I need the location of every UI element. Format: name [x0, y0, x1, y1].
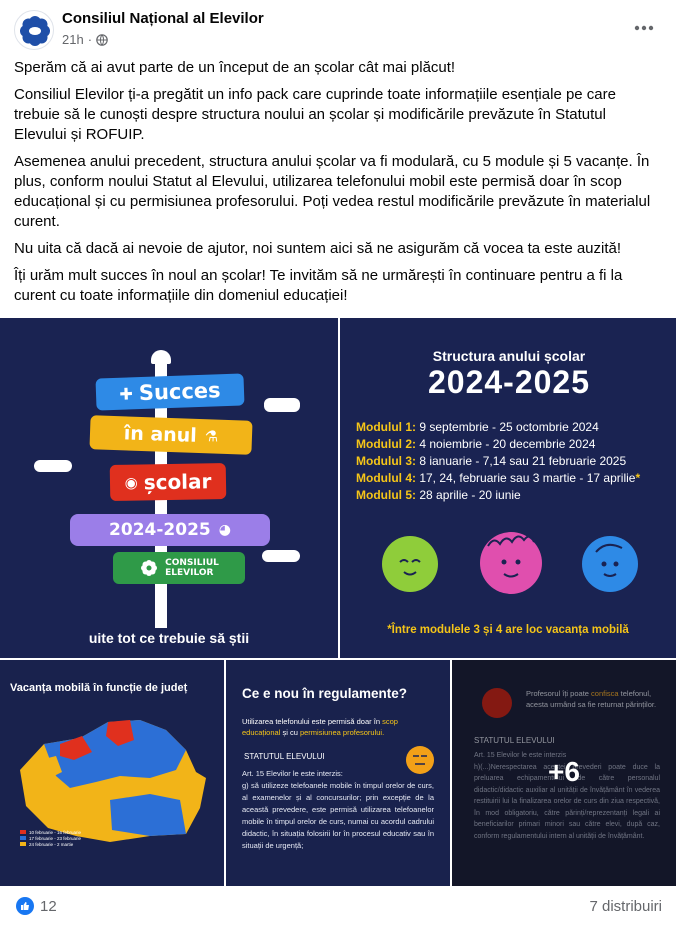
shares-count[interactable]: 7 distribuiri [589, 898, 662, 915]
blue-face-icon [582, 536, 638, 592]
photo-structure[interactable] [340, 318, 676, 658]
module-label: Modulul 3: [356, 454, 416, 468]
sign-scolar-text: școlar [143, 469, 212, 495]
structure-note: *Între modulele 3 și 4 are loc vacanța mobilă [387, 624, 629, 636]
sign-consiliul-line2: ELEVILOR [165, 568, 214, 578]
module-label: Modulul 5: [356, 488, 416, 502]
intro-text: și cu [280, 728, 300, 737]
post-header [0, 0, 676, 56]
post-paragraph: Nu uita că dacă ai nevoie de ajutor, noi suntem aici să ne asigurăm că vocea ta este auzită! [14, 240, 622, 257]
module-label: Modulul 1: [356, 420, 416, 434]
legend-item [20, 842, 81, 848]
reg-body-2: Art. 15 Elevilor le este interzis h)(...)Nerespectarea acestei prevederi poate duce la preluarea echipamentului de către personalul didactic/didactic auxiliar al unității de învățământ în vederea restituirii lui la finalizarea orelor de curs din ziua respectivă, în mod obligatoriu, către părinți/reprezentanți legali ai beneficiarilor primari minori sau către elevi, după caz, conform regulamentului intern al unității de învățământ. [474, 752, 660, 840]
structure-year: 2024-2025 [427, 364, 591, 400]
regulations-title: Ce e nou în regulamente? [242, 686, 408, 701]
module-row [356, 454, 626, 468]
map-title: Vacanța mobilă în funcție de județ [10, 682, 188, 694]
map-legend [20, 830, 81, 848]
reg-heading-2: STATUTUL ELEVULUI [474, 736, 555, 745]
photo-signpost[interactable] [0, 318, 338, 658]
module-dates: 8 ianuarie - 7,14 sau 21 februarie 2025 [416, 454, 627, 468]
flower-logo-small-icon [139, 558, 159, 578]
reg-body: Art. 15 Elevilor le este interzis: g) să utilizeze telefoanele mobile în timpul orelor de curs, al examenelor și al concursurilor; prin excepție de la această prevedere, este permisă utilizarea telefoanelor mobile în timpul orelor de curs, numai cu acordul cadrului didactic, în situația folosirii lor în procesul educativ sau în situații de urgență; [242, 769, 434, 850]
intro-text: Utilizarea telefonului este permisă doar în [242, 717, 383, 726]
meta-separator: · [87, 32, 93, 47]
intro-text: Profesorul îți poate [526, 689, 592, 698]
flask-icon: ⚗ [204, 427, 219, 446]
sign-consiliul [113, 552, 245, 584]
sign-consiliul-line1: CONSILIUL [165, 558, 219, 568]
module-dates: 28 aprilie - 20 iunie [416, 488, 521, 502]
reg-heading: STATUTUL ELEVULUI [244, 752, 325, 761]
cloud-shape [34, 460, 72, 472]
sign-scolar [110, 463, 227, 501]
map-region-blue [110, 794, 186, 836]
regulations-intro [242, 716, 434, 738]
sign-succes-text: Succes [138, 378, 221, 406]
legend-text: 24 februarie - 2 martie [29, 842, 74, 847]
puzzle-icon: ✚ [119, 383, 134, 404]
intro-highlight: scop educațional [242, 717, 398, 737]
intro-text: telefonul, acesta urmând sa fie returnat părinților. [526, 689, 657, 709]
structure-title: Structura anului școlar [432, 348, 586, 364]
more-dots-icon [634, 25, 654, 31]
module-dates: 9 septembrie - 25 octombrie 2024 [416, 420, 599, 434]
module-label: Modulul 2: [356, 437, 416, 451]
photo-more[interactable] [452, 660, 676, 886]
globe-sign-icon: ◉ [124, 473, 138, 492]
module-dates: 17, 24, februarie sau 3 martie - 17 aprilie [416, 471, 636, 485]
cloud-shape [264, 400, 300, 412]
module-star: * [635, 471, 641, 485]
photo-map[interactable] [0, 660, 224, 886]
signpost-caption: uite tot ce trebuie să știi [88, 630, 250, 646]
post-footer [0, 886, 676, 931]
module-dates: 4 noiembrie - 20 decembrie 2024 [416, 437, 596, 451]
sign-in-anul-text: în anul [123, 422, 198, 447]
module-label: Modulul 4: [356, 471, 416, 485]
photo-regulations[interactable] [226, 660, 450, 886]
media-grid [0, 318, 676, 886]
sign-year-text: 2024-2025 [109, 520, 211, 540]
sign-year [70, 514, 270, 546]
intro-highlight: confisca [591, 689, 619, 698]
palette-icon: ◕ [218, 522, 231, 538]
post-paragraph: Îți urăm mult succes în noul an școlar! Te invităm să ne urmărești în continuare pentru a fi la curent cu toate informațiile din domeniul educației! [14, 267, 623, 304]
more-photos-count[interactable]: +6 [548, 756, 580, 787]
post-meta [62, 32, 108, 47]
module-row [356, 471, 640, 485]
legend-text: 17 februarie - 23 februarie [29, 836, 82, 841]
more-options-button[interactable] [626, 12, 662, 44]
pole-top [151, 350, 171, 364]
sign-succes [95, 373, 244, 410]
romania-map [0, 660, 224, 886]
post-time[interactable]: 21h [62, 32, 84, 47]
page-name-link[interactable]: Consiliul Național al Elevilor [62, 10, 264, 27]
green-face-icon [382, 536, 438, 592]
post-paragraph: Asemenea anului precedent, structura anului școlar va fi modulară, cu 5 module și 5 vacanțe. În plus, conform noului Statut al Elevului, utilizarea telefonului mobil este permisă doar în scop educațional și cu permisiunea profesorului. Poți vedea restul modificările prevăzute în materialul curent. [14, 153, 651, 230]
cloud-shape [262, 550, 300, 562]
like-icon [16, 897, 34, 915]
module-row [356, 437, 595, 451]
globe-icon[interactable] [96, 34, 108, 46]
module-row [356, 488, 521, 502]
pink-face-icon [480, 532, 542, 594]
reactions-summary[interactable] [16, 897, 57, 915]
sign-in-anul [89, 415, 252, 455]
post-paragraph: Sperăm că ai avut parte de un început de an școlar cât mai plăcut! [14, 59, 456, 76]
page-avatar[interactable] [14, 10, 54, 50]
like-count: 12 [40, 897, 57, 915]
flower-logo-icon [15, 11, 55, 51]
post-text [14, 58, 662, 313]
post-paragraph: Consiliul Elevilor ți-a pregătit un info pack care cuprinde toate informațiile esențiale pe care trebuie să le cunoști despre structura noului an școlar și modificările prevăzute în Statutul Elevului și ROFUIP. [14, 86, 616, 143]
module-row [356, 420, 599, 434]
intro-highlight: permisiunea profesorului. [299, 728, 385, 737]
legend-text: 10 februarie - 16 februarie [29, 830, 82, 835]
